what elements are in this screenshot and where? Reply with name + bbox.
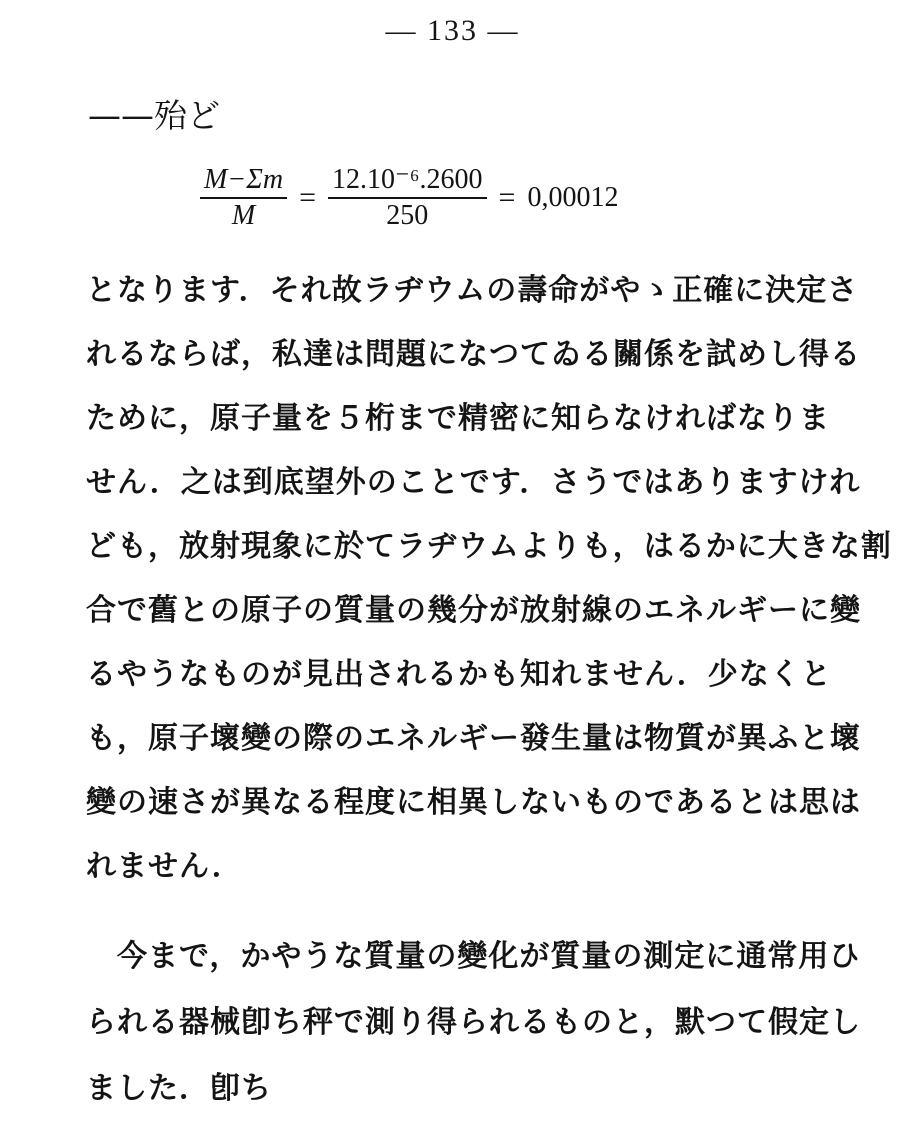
text-line: 今まで，かやうな質量の變化が質量の測定に通常用ひ	[86, 939, 861, 974]
fraction-numerator: 12.10⁻⁶.2600	[328, 163, 487, 199]
paragraph	[86, 930, 861, 1128]
text-line: ども，放射現象に於てラヂウムよりも，はるかに大きな割	[86, 529, 892, 564]
text-line: も，原子壞變の際のエネルギー發生量は物質が異ふと壞	[86, 721, 861, 756]
text-line: ために，原子量を５桁まで精密に知らなければなりま	[86, 401, 830, 436]
body-text	[86, 264, 892, 1128]
fraction-denominator: 250	[386, 200, 429, 231]
equals-sign: =	[498, 181, 516, 214]
equation	[200, 158, 618, 238]
text-line: 變の速さが異なる程度に相異しないものであるとは思は	[86, 785, 861, 820]
lead-text: ——殆ど	[88, 96, 220, 135]
page-number: — 133 —	[385, 14, 520, 47]
text-line: ました．卽ち	[86, 1071, 272, 1106]
mass-defect-fraction	[200, 163, 287, 233]
text-line: るやうなものが見出されるかも知れません．少なくと	[86, 657, 832, 692]
fraction-denominator: M	[231, 200, 256, 231]
fraction-numerator: M−Σm	[200, 163, 287, 199]
text-line: られる器械卽ち秤で測り得られるものと，默つて假定し	[86, 1005, 861, 1040]
equation-result: 0,00012	[527, 182, 619, 213]
text-line: れません．	[86, 849, 243, 884]
paragraph	[86, 264, 892, 904]
text-line: せん．之は到底望外のことです．さうではありますけれ	[86, 465, 861, 500]
equals-sign: =	[299, 181, 316, 214]
numeric-fraction	[328, 163, 487, 233]
text-line: れるならば，私達は問題になつてゐる關係を試めし得る	[86, 337, 861, 372]
text-line: 合で舊との原子の質量の幾分が放射線のエネルギーに變	[86, 593, 861, 628]
text-line: となります．それ故ラヂウムの壽命がやゝ正確に決定さ	[86, 273, 859, 308]
